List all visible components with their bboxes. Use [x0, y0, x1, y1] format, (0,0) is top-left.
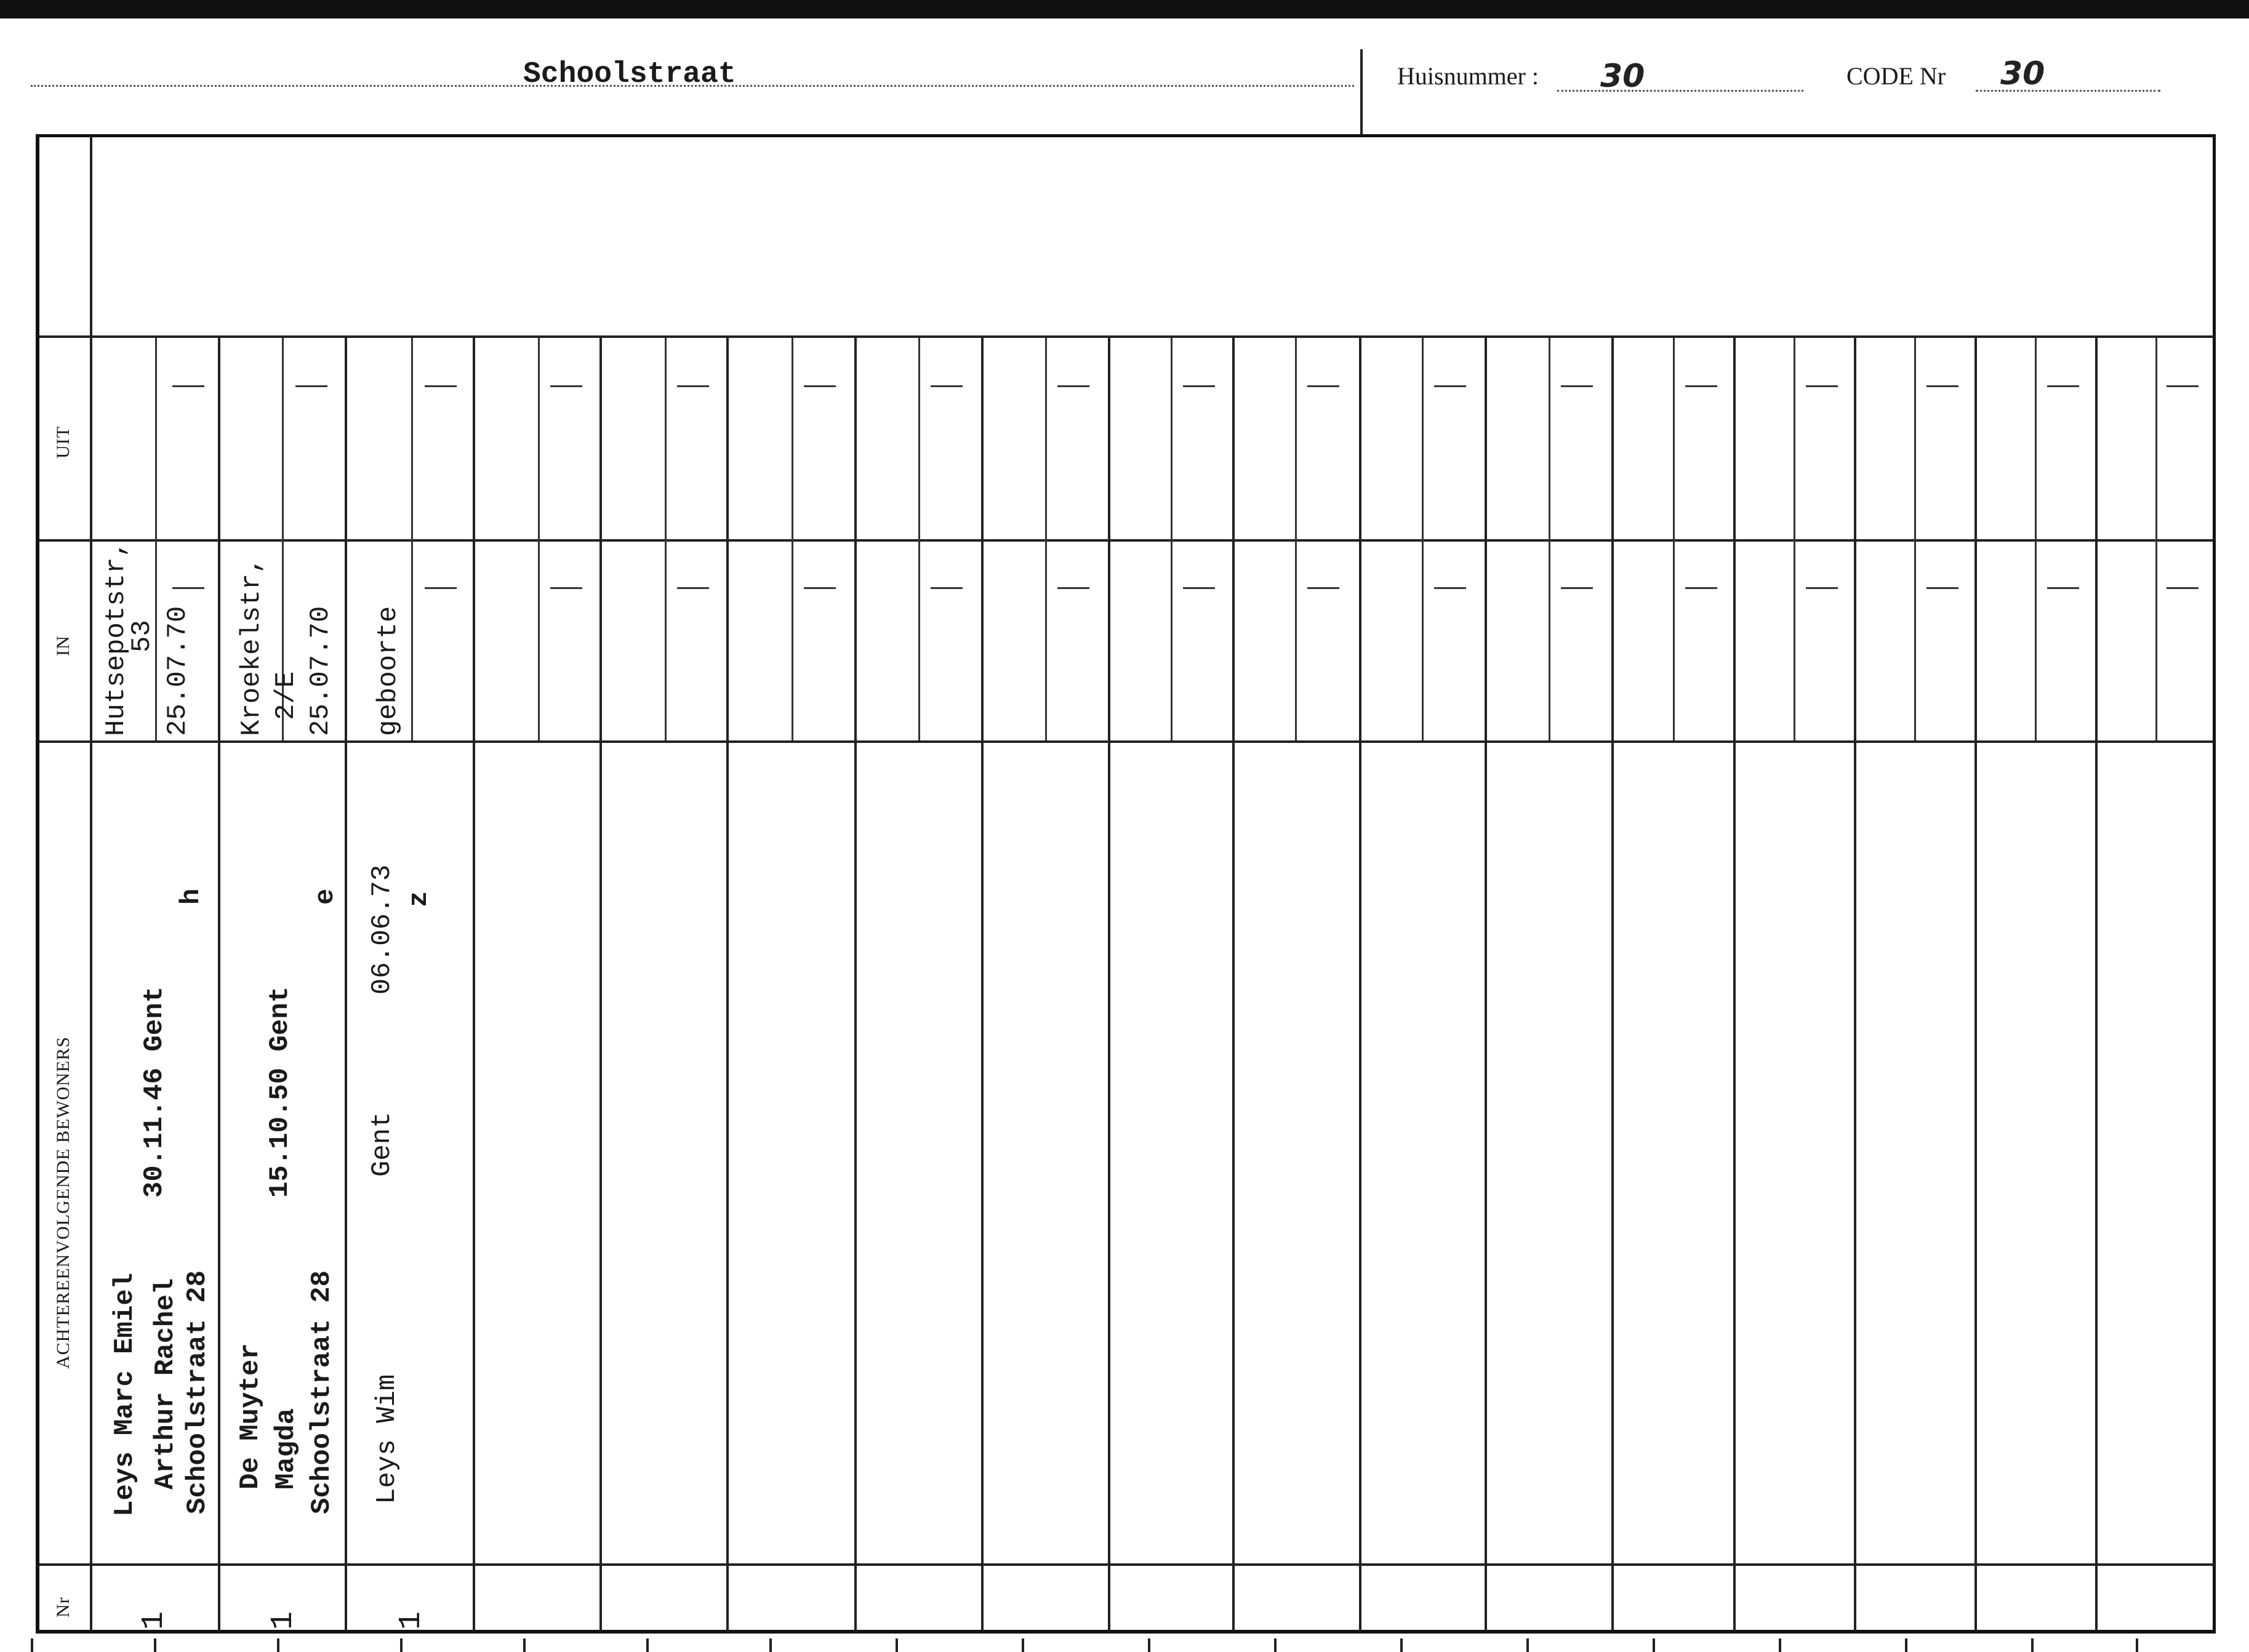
in-dash [1307, 587, 1339, 589]
uit-dash [1307, 385, 1339, 387]
column-divider [854, 338, 857, 1631]
in-label: IN [53, 635, 73, 656]
sub-column-divider [1794, 338, 1795, 740]
in-dash [2167, 587, 2199, 589]
uit-dash [1561, 385, 1593, 387]
street-name: Schoolstraat [523, 58, 736, 91]
bewoners-top-line [39, 740, 2215, 743]
sub-column-divider [155, 338, 157, 740]
resident-1-nr: 1 [137, 1611, 172, 1630]
sub-column-divider [1045, 338, 1047, 740]
resident-2-in-place: Kroekelstr, [236, 557, 267, 736]
sub-column-divider [1549, 338, 1550, 740]
uit-dash [425, 385, 457, 387]
sub-column-divider [1422, 338, 1424, 740]
in-dash [1183, 587, 1215, 589]
column-divider [1359, 338, 1361, 1631]
resident-3-relation: z [404, 891, 435, 907]
resident-2-in-date: 25.07.70 [305, 606, 336, 736]
resident-2-parents: Magda [271, 1408, 302, 1490]
uit-dash [2047, 385, 2079, 387]
resident-3-birth-place: Gent [367, 1112, 398, 1177]
column-divider [981, 338, 984, 1631]
resident-3-name: Leys Wim [372, 1374, 403, 1504]
uit-dash [2167, 385, 2199, 387]
column-divider [2095, 338, 2098, 1631]
sub-column-divider [918, 338, 920, 740]
in-dash [931, 587, 963, 589]
resident-1-in-date: 25.07.70 [162, 606, 193, 736]
uit-top-line [39, 335, 2215, 338]
code-label: CODE Nr [1846, 62, 1946, 90]
in-dash [1926, 587, 1958, 589]
column-divider [1974, 338, 1977, 1631]
resident-1-in-place: Hutsepotstr, [101, 541, 132, 736]
sub-column-divider [2155, 338, 2157, 740]
uit-label: UIT [53, 426, 73, 459]
sub-column-divider [538, 338, 540, 740]
uit-dash [931, 385, 963, 387]
header-separator [1360, 49, 1363, 135]
sub-column-divider [1171, 338, 1173, 740]
in-dash [2047, 587, 2079, 589]
form-header [0, 37, 2249, 135]
in-dash [1057, 587, 1089, 589]
resident-3-nr: 1 [394, 1611, 429, 1630]
resident-1-birth: 30.11.46 Gent [139, 986, 170, 1198]
uit-dash [295, 385, 327, 387]
in-dash [804, 587, 836, 589]
column-divider [218, 338, 220, 1631]
column-divider [1232, 338, 1235, 1631]
nr-label: Nr [53, 1597, 73, 1618]
sub-column-divider [792, 338, 793, 740]
uit-dash [1434, 385, 1466, 387]
resident-3-in-note: geboorte [373, 606, 404, 736]
in-dash [550, 587, 582, 589]
label-column-divider [90, 137, 92, 1631]
uit-dash [172, 385, 204, 387]
column-divider [1108, 338, 1110, 1631]
resident-1-name: Leys Marc Emiel [110, 1272, 140, 1517]
column-divider [726, 338, 729, 1631]
huisnummer-value: 30 [1600, 58, 1645, 95]
sub-column-divider [1673, 338, 1675, 740]
uit-dash [1183, 385, 1215, 387]
sub-column-divider [411, 338, 413, 740]
resident-1-in-number: 53 [127, 620, 158, 652]
resident-1-address: Schoolstraat 28 [182, 1270, 213, 1514]
in-dash [1685, 587, 1717, 589]
column-divider [1485, 338, 1487, 1631]
column-divider [1611, 338, 1614, 1631]
register-table [36, 134, 2216, 1634]
column-divider [1733, 338, 1736, 1631]
bewoners-label: ACHTEREENVOLGENDE BEWONERS [53, 1036, 73, 1369]
uit-dash [1926, 385, 1958, 387]
resident-2-in-number: 2/E [271, 671, 302, 720]
uit-dash [1806, 385, 1838, 387]
column-divider [473, 338, 475, 1631]
resident-2-birth: 15.10.50 Gent [265, 986, 295, 1198]
resident-3-birth-date: 06.06.73 [367, 864, 398, 995]
uit-dash [1685, 385, 1717, 387]
in-dash [1806, 587, 1838, 589]
resident-2-relation: e [310, 888, 341, 905]
column-divider [599, 338, 602, 1631]
uit-dash [1057, 385, 1089, 387]
uit-dash [550, 385, 582, 387]
huisnummer-dotted-line [1557, 90, 1803, 92]
in-dash [1434, 587, 1466, 589]
sub-column-divider [2035, 338, 2037, 740]
resident-2-address: Schoolstraat 28 [307, 1270, 337, 1514]
resident-2-name: De Muyter [235, 1343, 266, 1490]
sub-column-divider [665, 338, 667, 740]
in-top-line [39, 539, 2215, 542]
column-divider [1854, 338, 1856, 1631]
in-dash [677, 587, 709, 589]
sub-column-divider [1295, 338, 1297, 740]
huisnummer-label: Huisnummer : [1397, 62, 1539, 90]
in-dash [1561, 587, 1593, 589]
resident-1-relation: h [176, 888, 207, 905]
nr-top-line [39, 1563, 2215, 1566]
column-divider [345, 338, 347, 1631]
resident-1-parents: Arthur Rachel [150, 1278, 181, 1490]
resident-2-nr: 1 [266, 1611, 301, 1630]
sub-column-divider [1914, 338, 1916, 740]
code-value: 30 [2000, 55, 2045, 92]
in-dash [425, 587, 457, 589]
uit-dash [804, 385, 836, 387]
uit-dash [677, 385, 709, 387]
scan-top-edge [0, 0, 2249, 18]
in-dash [172, 587, 204, 589]
